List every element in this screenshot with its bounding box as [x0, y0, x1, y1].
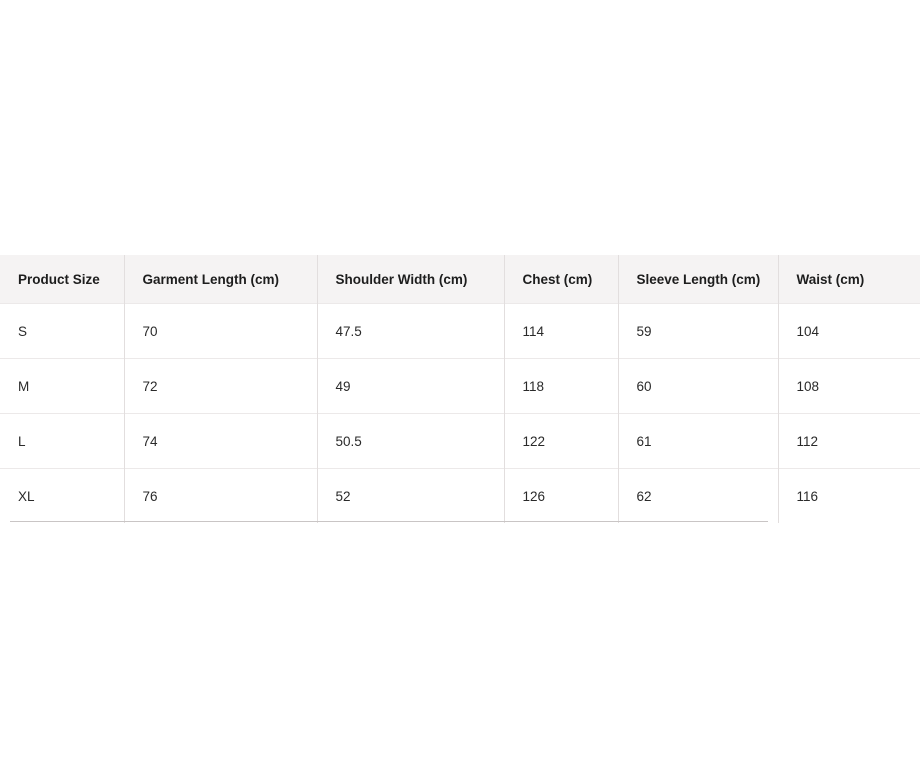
- table-row: [0, 359, 920, 414]
- size-table: [0, 255, 920, 523]
- cell-waist: 112: [778, 414, 920, 469]
- table-header-row: [0, 255, 920, 304]
- column-header-chest: Chest (cm): [504, 255, 618, 304]
- cell-garment-length: 72: [124, 359, 317, 414]
- size-table-container: [0, 255, 865, 523]
- cell-shoulder-width: 47.5: [317, 304, 504, 359]
- cell-size: M: [0, 359, 124, 414]
- cell-chest: 126: [504, 469, 618, 524]
- cell-size: S: [0, 304, 124, 359]
- cell-waist: 108: [778, 359, 920, 414]
- cell-sleeve-length: 61: [618, 414, 778, 469]
- cell-waist: 116: [778, 469, 920, 524]
- column-header-shoulder-width: Shoulder Width (cm): [317, 255, 504, 304]
- cell-garment-length: 74: [124, 414, 317, 469]
- cell-chest: 118: [504, 359, 618, 414]
- table-row: [0, 469, 920, 524]
- table-row: [0, 414, 920, 469]
- cell-garment-length: 76: [124, 469, 317, 524]
- cell-shoulder-width: 49: [317, 359, 504, 414]
- table-row: [0, 304, 920, 359]
- cell-size: L: [0, 414, 124, 469]
- cell-garment-length: 70: [124, 304, 317, 359]
- column-header-product-size: Product Size: [0, 255, 124, 304]
- cell-waist: 104: [778, 304, 920, 359]
- cell-sleeve-length: 62: [618, 469, 778, 524]
- column-header-garment-length: Garment Length (cm): [124, 255, 317, 304]
- size-table-head: [0, 255, 920, 304]
- cell-size: XL: [0, 469, 124, 524]
- size-table-body: [0, 304, 920, 524]
- cell-chest: 114: [504, 304, 618, 359]
- table-bottom-divider: [10, 521, 768, 522]
- cell-sleeve-length: 60: [618, 359, 778, 414]
- column-header-waist: Waist (cm): [778, 255, 920, 304]
- cell-shoulder-width: 52: [317, 469, 504, 524]
- cell-sleeve-length: 59: [618, 304, 778, 359]
- column-header-sleeve-length: Sleeve Length (cm): [618, 255, 778, 304]
- cell-chest: 122: [504, 414, 618, 469]
- cell-shoulder-width: 50.5: [317, 414, 504, 469]
